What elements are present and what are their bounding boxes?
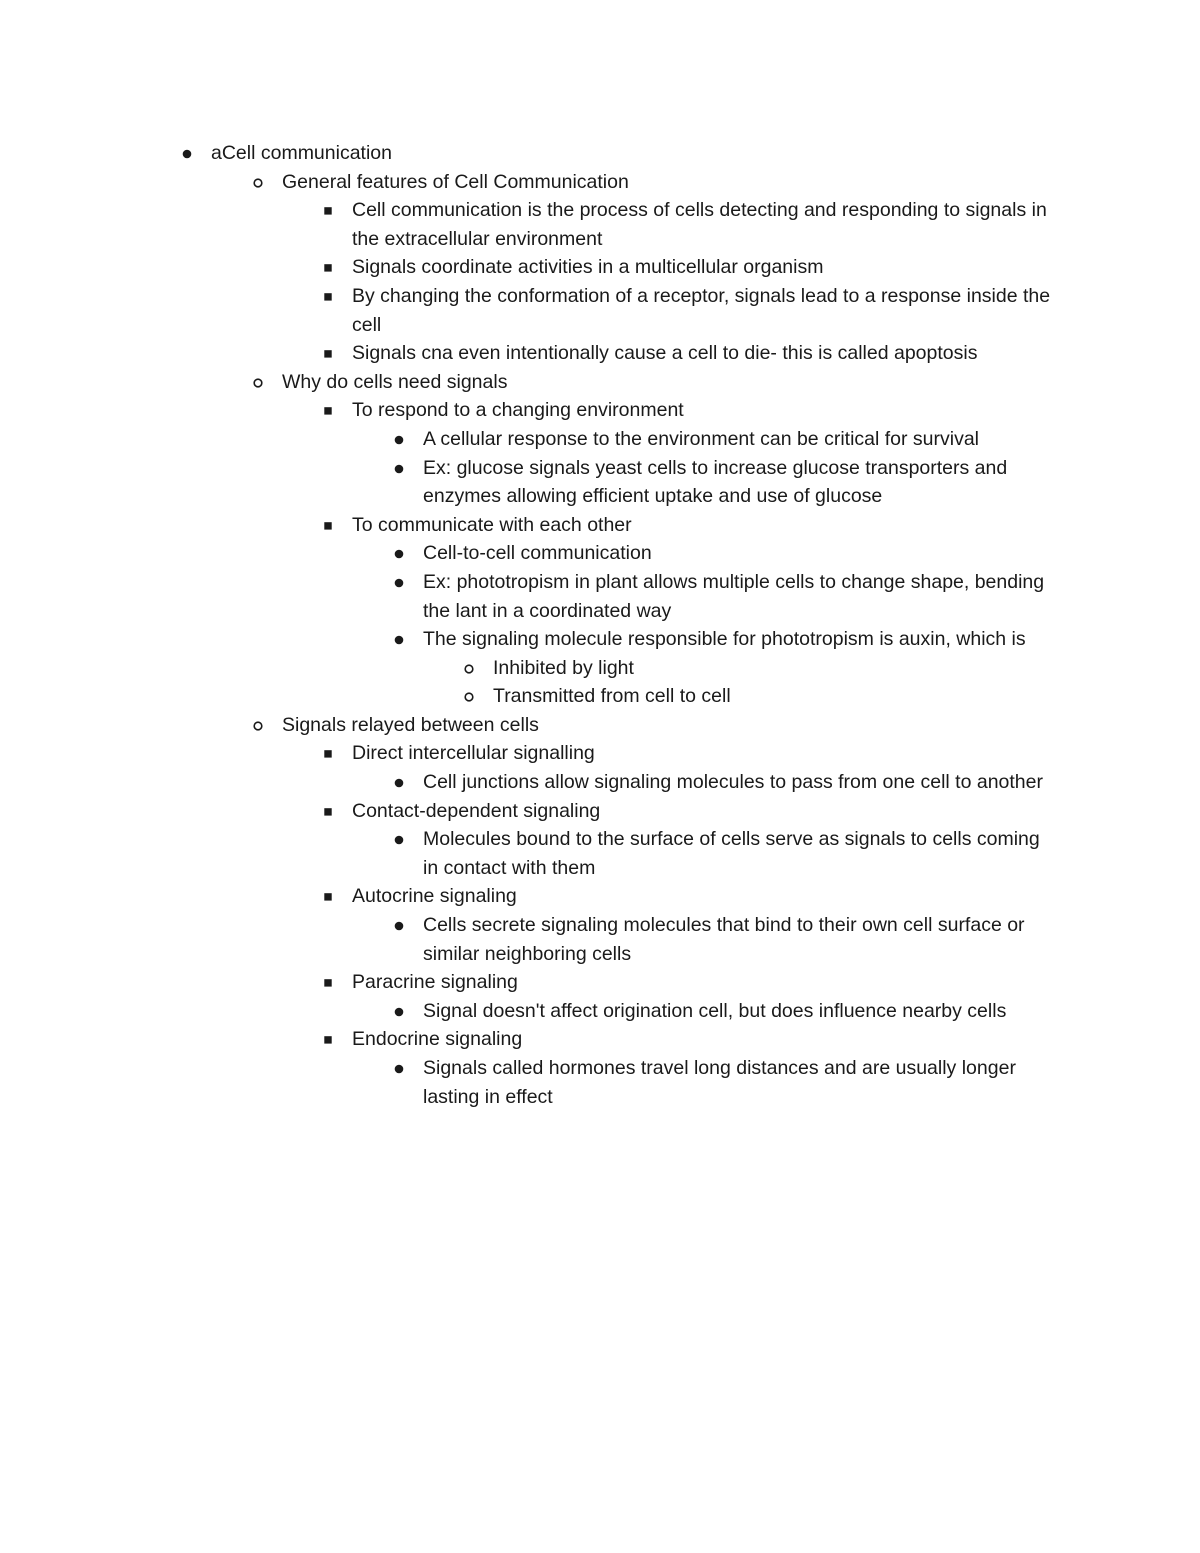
disc-bullet-icon: [389, 425, 409, 454]
square-bullet-icon: [318, 282, 338, 311]
circle-bullet-icon: [248, 711, 268, 740]
outline-item-level-2: [352, 511, 1052, 540]
outline-item-level-1: [282, 368, 1052, 397]
outline-item-text: Signals relayed between cells: [282, 713, 539, 736]
square-bullet-icon: [318, 797, 338, 826]
square-bullet-icon: [318, 196, 338, 225]
outline-item-text: Molecules bound to the surface of cells serve as signals to cells coming in contact with them: [423, 828, 1040, 879]
document-body: [0, 139, 1200, 1111]
square-bullet-icon: [318, 968, 338, 997]
outline-item-level-2: [352, 396, 1052, 425]
disc-bullet-icon: [389, 825, 409, 854]
square-bullet-icon: [318, 1025, 338, 1054]
circle-bullet-icon: [248, 368, 268, 397]
square-bullet-icon: [318, 253, 338, 282]
outline-item-text: Cell-to-cell communication: [423, 542, 652, 565]
outline-item-text: Ex: glucose signals yeast cells to increase glucose transporters and enzymes allowing efficient uptake and use of glucose: [423, 456, 1008, 508]
disc-bullet-icon: [389, 625, 409, 654]
outline-item-text: Contact-dependent signaling: [352, 799, 601, 822]
outline-item-level-4: [493, 654, 1053, 683]
square-bullet-icon: [318, 739, 338, 768]
disc-bullet-icon: [389, 997, 409, 1026]
outline-item-level-2: [352, 797, 1052, 826]
outline-item-text: Signals coordinate activities in a multicellular organism: [352, 256, 824, 279]
outline-item-level-3: [423, 539, 1053, 568]
outline-item-level-0: [211, 139, 1051, 168]
circle-bullet-icon: [459, 682, 479, 711]
disc-bullet-icon: [389, 768, 409, 797]
outline-item-level-3: [423, 454, 1053, 511]
outline-item-level-3: [423, 997, 1053, 1026]
outline-item-text: Direct intercellular signalling: [352, 742, 595, 765]
outline-item-text: Ex: phototropism in plant allows multiple cells to change shape, bending the lant in a coordinated way: [423, 570, 1045, 622]
outline-item-text: A cellular response to the environment can be critical for survival: [423, 427, 980, 450]
outline-item-text: Autocrine signaling: [352, 885, 517, 908]
outline-item-text: By changing the conformation of a receptor, signals lead to a response inside the cell: [352, 284, 1051, 336]
outline-item-text: aCell communication: [211, 142, 392, 164]
disc-bullet-icon: [389, 1054, 409, 1083]
outline-item-level-3: [423, 425, 1053, 454]
circle-bullet-icon: [248, 168, 268, 197]
outline-item-level-3: [423, 768, 1053, 797]
outline-item-level-1: [282, 168, 1052, 197]
outline-item-text: Signal doesn't affect origination cell, but does influence nearby cells: [423, 999, 1007, 1022]
outline-item-level-2: [352, 1025, 1052, 1054]
outline-item-text: Paracrine signaling: [352, 971, 518, 994]
square-bullet-icon: [318, 511, 338, 540]
circle-bullet-icon: [459, 654, 479, 683]
square-bullet-icon: [318, 339, 338, 368]
outline-item-text: Cell communication is the process of cells detecting and responding to signals in the extracellular environment: [352, 199, 1047, 250]
outline-item-level-2: [352, 282, 1052, 339]
outline-item-text: Cells secrete signaling molecules that bind to their own cell surface or similar neighboring cells: [423, 914, 1025, 965]
outline-item-level-2: [352, 739, 1052, 768]
outline-item-level-4: [493, 682, 1053, 711]
outline-item-level-2: [352, 882, 1052, 911]
outline-item-text: The signaling molecule responsible for phototropism is auxin, which is: [423, 628, 1026, 651]
outline-item-text: To respond to a changing environment: [352, 399, 684, 422]
outline-item-level-3: [423, 825, 1053, 882]
disc-bullet-icon: [177, 139, 197, 168]
outline-item-level-3: [423, 911, 1053, 968]
square-bullet-icon: [318, 882, 338, 911]
outline-item-text: Endocrine signaling: [352, 1028, 523, 1051]
square-bullet-icon: [318, 396, 338, 425]
outline-item-level-3: [423, 568, 1053, 625]
outline-item-text: Signals called hormones travel long distances and are usually longer lasting in effect: [423, 1057, 1016, 1108]
outline-item-text: Inhibited by light: [493, 656, 634, 679]
outline-item-level-1: [282, 711, 1052, 740]
outline-item-text: Signals cna even intentionally cause a cell to die- this is called apoptosis: [352, 342, 978, 365]
outline-item-text: Cell junctions allow signaling molecules to pass from one cell to another: [423, 771, 1043, 794]
disc-bullet-icon: [389, 539, 409, 568]
outline-item-level-3: [423, 625, 1053, 654]
outline-item-text: Why do cells need signals: [282, 370, 508, 393]
outline-item-level-2: [352, 253, 1052, 282]
disc-bullet-icon: [389, 454, 409, 483]
outline-item-level-2: [352, 968, 1052, 997]
outline-item-text: Transmitted from cell to cell: [493, 685, 731, 708]
outline-item-level-3: [423, 1054, 1053, 1111]
outline-item-level-2: [352, 339, 1052, 368]
disc-bullet-icon: [389, 911, 409, 940]
outline-item-text: To communicate with each other: [352, 513, 632, 536]
outline-item-level-2: [352, 196, 1052, 253]
disc-bullet-icon: [389, 568, 409, 597]
outline-item-text: General features of Cell Communication: [282, 170, 629, 193]
